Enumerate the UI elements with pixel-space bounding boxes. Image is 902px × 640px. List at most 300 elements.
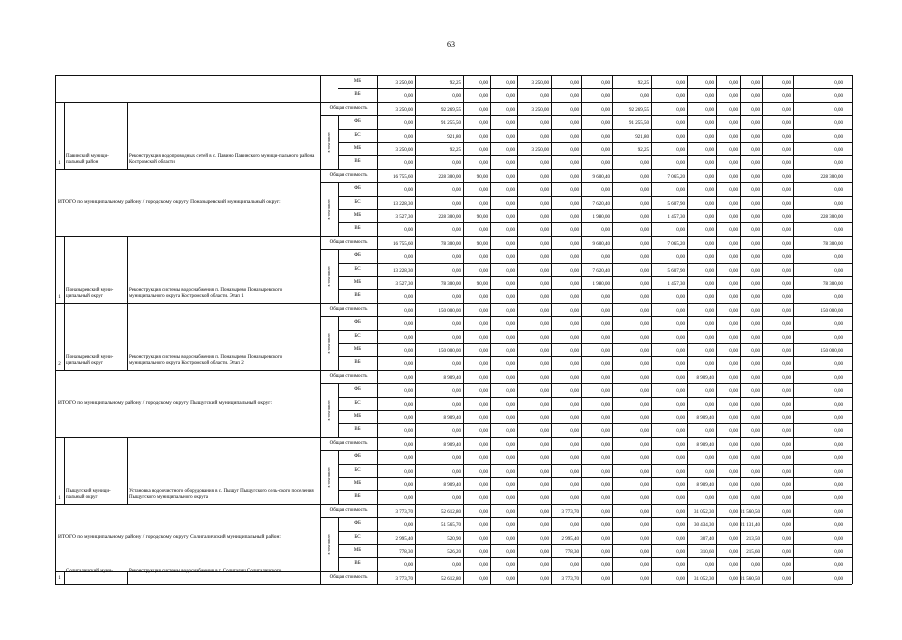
row-divider (320, 450, 852, 451)
value-cell: 0,00 (506, 161, 515, 167)
value-cell: 0,00 (640, 523, 649, 529)
value-cell: 8 909,40 (696, 483, 714, 488)
value-cell: 0,00 (640, 362, 649, 368)
value-cell: 0,00 (601, 228, 610, 234)
value-cell: 0,00 (729, 429, 738, 435)
row-code: БС (354, 534, 361, 540)
value-cell: 0,00 (506, 389, 515, 395)
value-cell: 3 773,70 (395, 576, 413, 582)
value-cell: 0,00 (601, 523, 610, 529)
row-code: МБ (353, 347, 362, 352)
value-cell: 0,00 (729, 442, 738, 448)
value-cell: 0,00 (479, 550, 488, 555)
value-cell: 0,00 (601, 322, 610, 328)
value-cell: 0,00 (570, 241, 579, 247)
value-cell: 0,00 (404, 335, 413, 341)
value-cell: 0,00 (834, 442, 843, 448)
value-cell: 0,00 (540, 201, 549, 207)
value-cell: 0,00 (705, 268, 714, 274)
value-cell: 0,00 (479, 81, 488, 86)
value-cell: 0,00 (705, 295, 714, 301)
value-cell: 0,00 (479, 228, 488, 234)
value-cell: 0,00 (452, 335, 461, 341)
value-cell: 0,00 (506, 308, 515, 314)
value-cell: 0,00 (782, 362, 791, 368)
value-column-divider (762, 75, 763, 584)
object-column-divider (320, 303, 321, 370)
value-cell: 0,00 (404, 161, 413, 167)
project-number: 1 (58, 495, 61, 501)
value-cell: 0,00 (570, 402, 579, 408)
value-cell: 0,00 (404, 429, 413, 435)
territory-column-divider (127, 571, 128, 584)
value-cell: 0,00 (834, 188, 843, 194)
value-cell: 0,00 (782, 107, 791, 113)
number-column-divider (64, 102, 65, 169)
value-cell: 0,00 (729, 174, 738, 180)
row-code: ФБ (354, 387, 361, 393)
value-cell: 0,00 (404, 349, 413, 354)
value-cell: 0,00 (506, 188, 515, 194)
value-cell: 91 255,50 (629, 121, 649, 127)
value-cell: 0,00 (729, 389, 738, 395)
value-cell: 213,50 (746, 536, 760, 542)
value-cell: 0,00 (452, 161, 461, 167)
value-cell: 0,00 (729, 509, 738, 515)
value-cell: 16 755,60 (393, 174, 413, 180)
value-cell: 921,80 (447, 134, 461, 140)
value-cell: 0,00 (404, 402, 413, 408)
value-cell: 21 560,50 (740, 576, 760, 582)
value-cell: 0,00 (506, 148, 515, 153)
value-cell: 0,00 (729, 161, 738, 167)
value-cell: 0,00 (834, 416, 843, 421)
value-cell: 0,00 (452, 228, 461, 234)
value-cell: 0,00 (506, 523, 515, 529)
value-cell: 0,00 (570, 94, 579, 100)
value-cell: 0,00 (640, 456, 649, 462)
value-cell: 0,00 (834, 389, 843, 395)
value-cell: 0,00 (601, 509, 610, 515)
value-cell: 0,00 (676, 469, 685, 475)
value-cell: 7 620,40 (592, 268, 610, 274)
value-cell: 31 052,30 (694, 576, 714, 582)
value-cell: 0,00 (782, 228, 791, 234)
value-cell: 0,00 (506, 496, 515, 502)
value-cell: 0,00 (570, 389, 579, 395)
value-cell: 90,00 (476, 282, 488, 287)
value-cell: 0,00 (834, 134, 843, 140)
row-code: БС (354, 199, 361, 205)
value-cell: 0,00 (540, 456, 549, 462)
row-code: ФБ (354, 253, 361, 259)
value-cell: 0,00 (705, 563, 714, 569)
value-cell: 0,00 (676, 416, 685, 421)
project-object: Установка водоочистного оборудования в с. Пыщуг Пыщугского сель-ского поселения Пыщугского муниципального округа (129, 488, 314, 500)
value-cell: 0,00 (506, 563, 515, 569)
value-cell: 16 755,60 (393, 241, 413, 247)
value-cell: 0,00 (834, 335, 843, 341)
value-cell: 0,00 (782, 322, 791, 328)
value-cell: 0,00 (540, 174, 549, 180)
value-cell: 8 909,40 (696, 416, 714, 421)
value-cell: 0,00 (676, 161, 685, 167)
value-cell: 0,00 (570, 201, 579, 207)
value-cell: 0,00 (751, 174, 760, 180)
row-divider (320, 517, 852, 518)
value-cell: 5 607,90 (667, 268, 685, 274)
value-cell: 0,00 (705, 322, 714, 328)
value-cell: 0,00 (782, 429, 791, 435)
value-cell: 0,00 (506, 469, 515, 475)
value-cell: 0,00 (540, 362, 549, 368)
value-cell: 0,00 (705, 255, 714, 261)
value-cell: 0,00 (640, 335, 649, 341)
object-column-divider (320, 370, 321, 437)
value-cell: 0,00 (479, 322, 488, 328)
value-cell: 9 600,40 (592, 241, 610, 247)
value-cell: 0,00 (834, 483, 843, 488)
value-cell: 0,00 (782, 134, 791, 140)
value-cell: 0,00 (479, 188, 488, 194)
value-cell: 0,00 (751, 282, 760, 287)
number-column-divider (64, 236, 65, 303)
value-cell: 0,00 (570, 416, 579, 421)
value-cell: 8 909,40 (443, 416, 461, 421)
value-cell: 0,00 (479, 107, 488, 113)
value-cell: 0,00 (601, 335, 610, 341)
value-cell: 0,00 (452, 496, 461, 502)
value-cell: 0,00 (782, 295, 791, 301)
value-cell: 0,00 (404, 523, 413, 529)
row-code: Общая стоимость (329, 574, 368, 580)
value-cell: 0,00 (782, 308, 791, 314)
value-cell: 0,00 (506, 375, 515, 381)
value-cell: 0,00 (729, 81, 738, 86)
value-cell: 0,00 (834, 81, 843, 86)
value-cell: 0,00 (601, 375, 610, 381)
value-cell: 13 228,30 (393, 201, 413, 207)
row-code: МБ (353, 481, 362, 486)
value-cell: 0,00 (676, 228, 685, 234)
value-cell: 0,00 (751, 563, 760, 569)
value-cell: 0,00 (479, 483, 488, 488)
row-divider (320, 249, 852, 250)
value-cell: 0,00 (640, 375, 649, 381)
value-cell: 0,00 (601, 456, 610, 462)
value-cell: 0,00 (601, 536, 610, 542)
value-cell: 0,00 (676, 295, 685, 301)
value-cell: 0,00 (452, 295, 461, 301)
value-cell: 0,00 (540, 308, 549, 314)
project-territory: Поназыревский муни-ципальный округ (66, 354, 114, 366)
value-cell: 0,00 (570, 456, 579, 462)
value-cell: 0,00 (676, 322, 685, 328)
value-cell: 0,00 (640, 188, 649, 194)
value-cell: 8 909,40 (443, 483, 461, 488)
value-cell: 0,00 (834, 509, 843, 515)
value-cell: 0,00 (729, 282, 738, 287)
row-code: Общая стоимость (329, 373, 368, 379)
row-code: Общая стоимость (329, 507, 368, 513)
value-cell: 0,00 (540, 121, 549, 127)
value-cell: 150 000,00 (820, 349, 843, 354)
value-cell: 0,00 (640, 550, 649, 555)
value-cell: 0,00 (705, 496, 714, 502)
value-column-divider (716, 75, 717, 584)
row-code: ФБ (354, 320, 361, 326)
row-code: МБ (353, 414, 362, 419)
value-cell: 0,00 (729, 375, 738, 381)
value-cell: 0,00 (751, 81, 760, 86)
value-cell: 0,00 (570, 349, 579, 354)
value-cell: 0,00 (751, 335, 760, 341)
value-cell: 0,00 (404, 483, 413, 488)
value-cell: 0,00 (729, 536, 738, 542)
value-cell: 778,30 (565, 550, 579, 555)
value-cell: 0,00 (640, 483, 649, 488)
value-cell: 0,00 (834, 228, 843, 234)
value-cell: 5 607,90 (667, 201, 685, 207)
value-cell: 0,00 (729, 496, 738, 502)
value-cell: 0,00 (452, 268, 461, 274)
value-cell: 3 773,70 (395, 509, 413, 515)
value-cell: 0,00 (570, 134, 579, 140)
value-cell: 0,00 (782, 563, 791, 569)
value-cell: 0,00 (834, 161, 843, 167)
value-cell: 52 612,80 (441, 509, 461, 515)
including-label: в том числе: (325, 265, 331, 287)
value-cell: 91 255,50 (441, 121, 461, 127)
value-cell: 520,90 (447, 536, 461, 542)
value-cell: 3 250,00 (395, 148, 413, 153)
value-cell: 0,00 (834, 576, 843, 582)
block-border (55, 236, 852, 237)
value-cell: 0,00 (506, 107, 515, 113)
table-left-border (55, 75, 56, 584)
value-cell: 0,00 (640, 416, 649, 421)
value-cell: 0,00 (506, 215, 515, 220)
value-cell: 0,00 (479, 201, 488, 207)
value-column-divider (463, 75, 464, 584)
row-code: ВБ (354, 561, 361, 567)
value-cell: 0,00 (404, 94, 413, 100)
row-code: Общая стоимость (329, 172, 368, 178)
value-cell: 921,80 (635, 134, 649, 140)
value-cell: 0,00 (601, 429, 610, 435)
value-cell: 0,00 (506, 268, 515, 274)
value-cell: 0,00 (751, 134, 760, 140)
row-divider (320, 182, 852, 183)
value-cell: 3 250,00 (531, 81, 549, 86)
value-cell: 0,00 (676, 536, 685, 542)
value-cell: 215,60 (746, 550, 760, 555)
value-cell: 228 300,00 (438, 174, 461, 180)
value-cell: 0,00 (404, 188, 413, 194)
value-cell: 0,00 (506, 241, 515, 247)
value-cell: 0,00 (404, 362, 413, 368)
value-cell: 78 300,00 (441, 241, 461, 247)
value-cell: 0,00 (640, 174, 649, 180)
value-cell: 3 250,00 (395, 107, 413, 113)
row-code: МБ (353, 79, 362, 84)
value-cell: 0,00 (782, 282, 791, 287)
value-cell: 0,00 (570, 81, 579, 86)
value-cell: 0,00 (452, 255, 461, 261)
value-cell: 0,00 (640, 576, 649, 582)
value-cell: 0,00 (540, 536, 549, 542)
value-cell: 0,00 (834, 322, 843, 328)
value-cell: 0,00 (540, 134, 549, 140)
project-number: 1 (58, 576, 61, 582)
value-cell: 21 560,50 (740, 509, 760, 515)
value-cell: 0,00 (705, 456, 714, 462)
value-cell: 310,60 (700, 550, 714, 555)
value-cell: 0,00 (479, 523, 488, 529)
value-cell: 92,25 (449, 148, 461, 153)
value-cell: 0,00 (479, 536, 488, 542)
value-cell: 0,00 (782, 241, 791, 247)
value-cell: 0,00 (640, 509, 649, 515)
value-cell: 0,00 (705, 148, 714, 153)
value-cell: 0,00 (452, 402, 461, 408)
value-cell: 0,00 (404, 295, 413, 301)
value-cell: 0,00 (479, 416, 488, 421)
total-title: ИТОГО по муниципальному району / городскому округу Солигаличский муниципальный район: (58, 534, 281, 541)
value-cell: 0,00 (570, 215, 579, 220)
value-cell: 0,00 (834, 375, 843, 381)
value-cell: 0,00 (729, 456, 738, 462)
object-column-divider (320, 102, 321, 169)
value-cell: 0,00 (506, 456, 515, 462)
value-cell: 0,00 (676, 81, 685, 86)
value-cell: 0,00 (601, 148, 610, 153)
project-object: Реконструкция системы водоснабжения п. Поназырево Поназыревского муниципального округа Костромской области. Этап 2 (129, 354, 283, 366)
value-cell: 0,00 (506, 402, 515, 408)
value-cell: 778,30 (399, 550, 413, 555)
value-cell: 0,00 (540, 563, 549, 569)
value-cell: 0,00 (676, 442, 685, 448)
number-column-divider (64, 303, 65, 370)
value-cell: 0,00 (601, 161, 610, 167)
value-cell: 0,00 (640, 295, 649, 301)
table-right-border (852, 75, 853, 584)
value-cell: 0,00 (676, 389, 685, 395)
value-cell: 0,00 (640, 322, 649, 328)
value-cell: 3 773,70 (561, 576, 579, 582)
object-column-divider (320, 236, 321, 303)
value-cell: 0,00 (404, 322, 413, 328)
row-code: Общая стоимость (329, 440, 368, 446)
value-cell: 0,00 (640, 268, 649, 274)
total-title: ИТОГО по муниципальному району / городскому округу Поназыревский муниципальный округ: (58, 199, 281, 206)
value-cell: 3 250,00 (531, 148, 549, 153)
value-cell: 0,00 (601, 295, 610, 301)
value-cell: 0,00 (640, 442, 649, 448)
value-cell: 0,00 (506, 335, 515, 341)
value-cell: 0,00 (601, 442, 610, 448)
including-label: в том числе: (325, 198, 331, 220)
territory-column-divider (127, 102, 128, 169)
project-number: 1 (58, 294, 61, 300)
value-cell: 0,00 (506, 255, 515, 261)
value-cell: 0,00 (729, 483, 738, 488)
value-cell: 0,00 (479, 496, 488, 502)
value-cell: 0,00 (705, 228, 714, 234)
value-cell: 90,00 (476, 215, 488, 220)
value-column-divider (517, 75, 518, 584)
value-cell: 0,00 (570, 295, 579, 301)
project-territory: Павинский муници-пальный район (66, 153, 109, 165)
row-code: ФБ (354, 521, 361, 527)
value-cell: 0,00 (404, 456, 413, 462)
value-cell: 3 773,70 (561, 509, 579, 515)
value-cell: 0,00 (705, 469, 714, 475)
value-cell: 0,00 (540, 161, 549, 167)
value-cell: 0,00 (729, 469, 738, 475)
value-cell: 0,00 (782, 442, 791, 448)
including-label: в том числе: (325, 533, 331, 555)
value-cell: 0,00 (834, 201, 843, 207)
value-cell: 0,00 (452, 563, 461, 569)
value-cell: 0,00 (705, 81, 714, 86)
row-code: ВБ (354, 293, 361, 299)
value-cell: 0,00 (570, 188, 579, 194)
value-cell: 0,00 (479, 456, 488, 462)
value-cell: 78 300,00 (823, 241, 843, 247)
value-cell: 0,00 (782, 188, 791, 194)
value-column-divider (415, 75, 416, 584)
value-cell: 0,00 (570, 268, 579, 274)
value-cell: 0,00 (751, 241, 760, 247)
value-cell: 0,00 (506, 349, 515, 354)
value-cell: 0,00 (452, 322, 461, 328)
value-cell: 0,00 (601, 389, 610, 395)
value-cell: 0,00 (506, 429, 515, 435)
value-cell: 0,00 (729, 322, 738, 328)
value-cell: 0,00 (506, 550, 515, 555)
value-cell: 0,00 (479, 161, 488, 167)
value-cell: 0,00 (676, 94, 685, 100)
code-column-divider (377, 75, 378, 584)
value-cell: 0,00 (705, 282, 714, 287)
value-cell: 0,00 (479, 255, 488, 261)
value-cell: 0,00 (676, 188, 685, 194)
including-label: в том числе: (325, 131, 331, 153)
value-cell: 0,00 (640, 94, 649, 100)
row-code: ФБ (354, 454, 361, 460)
value-cell: 0,00 (782, 536, 791, 542)
value-cell: 150 000,00 (438, 349, 461, 354)
value-cell: 8 909,40 (696, 375, 714, 381)
project-number: 1 (58, 160, 61, 166)
value-cell: 0,00 (506, 483, 515, 488)
value-cell: 0,00 (676, 375, 685, 381)
value-cell: 8 909,40 (696, 442, 714, 448)
value-cell: 0,00 (640, 389, 649, 395)
value-cell: 0,00 (540, 295, 549, 301)
value-cell: 0,00 (570, 429, 579, 435)
row-divider (320, 383, 852, 384)
value-cell: 0,00 (751, 496, 760, 502)
value-cell: 0,00 (479, 349, 488, 354)
value-cell: 0,00 (540, 228, 549, 234)
value-cell: 0,00 (479, 268, 488, 274)
value-cell: 0,00 (751, 322, 760, 328)
value-cell: 0,00 (540, 335, 549, 341)
number-column-divider (64, 571, 65, 584)
value-cell: 3 250,00 (531, 107, 549, 113)
